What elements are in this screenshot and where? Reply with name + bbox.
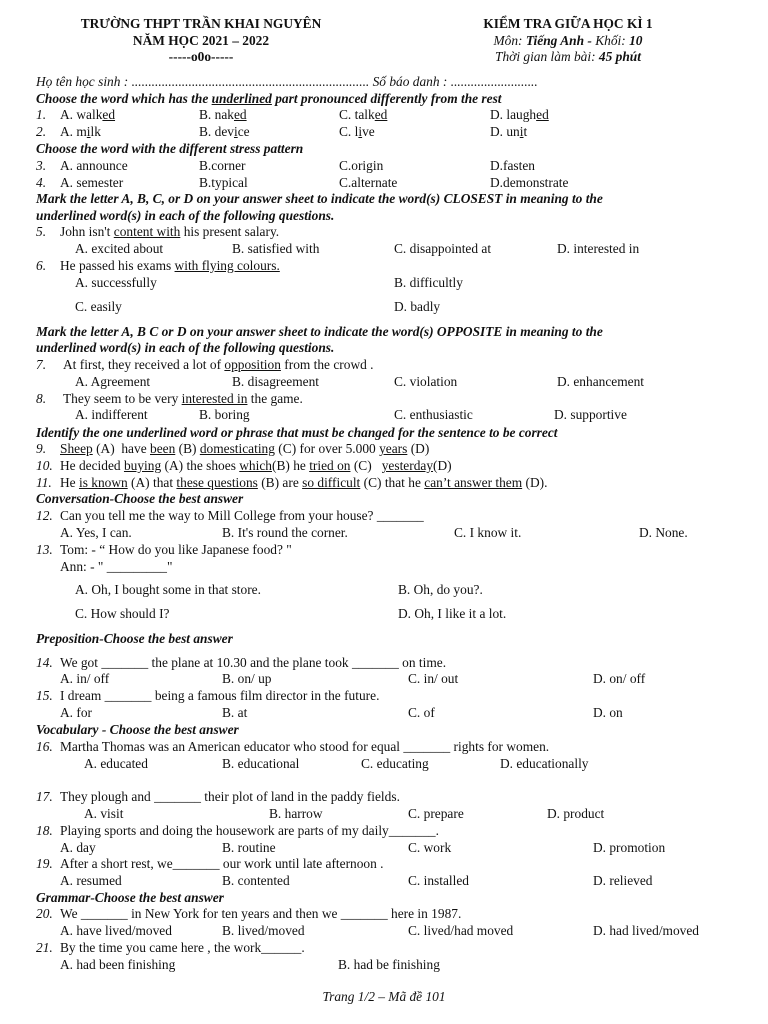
page-footer: Trang 1/2 – Mã đề 101 [322, 989, 446, 1004]
question-number: 2. [36, 124, 47, 139]
option-b: B. routine [222, 840, 276, 855]
question-text: Playing sports and doing the housework are parts of my daily_______. [60, 823, 439, 838]
option-d: D. unit [490, 124, 528, 139]
option-a: A. educated [84, 756, 148, 771]
option-d: D.demonstrate [490, 175, 569, 190]
question-number: 3. [36, 158, 47, 173]
option-c: C. of [408, 705, 435, 720]
option-d: D. Oh, I like it a lot. [398, 606, 507, 621]
school-name: TRƯỜNG THPT TRẦN KHAI NGUYÊN [80, 16, 322, 31]
section-grammar: Grammar-Choose the best answer [36, 890, 224, 905]
option-c: C. How should I? [75, 606, 170, 621]
question-text: He is known (A) that these questions (B) are so difficult (C) that he can’t answer them (D). [60, 475, 548, 490]
option-c: C. in/ out [408, 671, 459, 686]
grade-value: 10 [629, 32, 643, 48]
option-b: B. at [222, 705, 248, 720]
option-d: D. educationally [500, 756, 589, 771]
option-b: B. It's round the corner. [222, 525, 348, 540]
option-c: C. live [339, 124, 375, 139]
question-number: 21. [36, 940, 53, 955]
option-d: D. on/ off [593, 671, 646, 686]
question-number: 1. [36, 107, 47, 122]
question-text: At first, they received a lot of opposition from the crowd . [63, 357, 374, 372]
question-number: 20. [36, 906, 53, 921]
option-a: A. announce [60, 158, 128, 173]
option-d: D. laughed [490, 107, 549, 122]
grade-label: Khối: [595, 32, 626, 48]
question-number: 10. [36, 458, 53, 473]
option-d: D. interested in [557, 241, 640, 256]
option-b: B.typical [199, 175, 248, 190]
section-conversation: Conversation-Choose the best answer [36, 491, 244, 506]
question-text: He passed his exams with flying colours. [60, 258, 280, 273]
option-a: A. day [60, 840, 96, 855]
question-number: 15. [36, 688, 53, 703]
option-c: C. work [408, 840, 452, 855]
question-text: They plough and _______ their plot of land in the paddy fields. [60, 789, 400, 804]
exam-title: KIỂM TRA GIỮA HỌC KÌ 1 [483, 16, 653, 31]
option-b: B. satisfied with [232, 241, 320, 256]
option-c: C.origin [339, 158, 384, 173]
option-a: A. visit [84, 806, 124, 821]
option-d: D. promotion [593, 840, 666, 855]
question-number: 5. [36, 224, 47, 239]
option-b: B. naked [199, 107, 247, 122]
option-b: B. had be finishing [338, 957, 440, 972]
question-number: 11. [36, 475, 52, 490]
section-closest-line2: underlined word(s) in each of the following questions. [36, 208, 335, 223]
question-text: Martha Thomas was an American educator who stood for equal _______ rights for women. [60, 739, 550, 754]
option-c: C. educating [361, 756, 429, 771]
section-stress: Choose the word with the different stress pattern [36, 141, 304, 156]
question-number: 8. [36, 391, 47, 406]
subject-line: Môn: Tiếng Anh - Khối: 10 [493, 32, 643, 48]
option-b: B. Oh, do you?. [398, 582, 483, 597]
option-a: A. walked [60, 107, 116, 122]
header-divider: -----o0o----- [168, 49, 234, 65]
option-d: D. on [593, 705, 623, 720]
option-c: C. enthusiastic [394, 407, 473, 422]
option-b: B. lived/moved [222, 923, 305, 938]
question-number: 14. [36, 655, 53, 670]
question-number: 13. [36, 542, 53, 557]
question-text: Sheep (A) have been (B) domesticating (C) for over 5.000 years (D) [60, 441, 430, 456]
option-a: A. had been finishing [60, 957, 176, 972]
header-left [36, 16, 366, 66]
option-b: B. disagreement [232, 374, 320, 389]
option-b: B. educational [222, 756, 300, 771]
option-d: D. None. [639, 525, 688, 540]
question-text: By the time you came here , the work______. [60, 940, 305, 955]
question-text: Tom: - “ How do you like Japanese food? " [60, 542, 292, 557]
option-c: C. disappointed at [394, 241, 492, 256]
question-text: Ann: - " _________" [60, 559, 173, 574]
option-a: A. Oh, I bought some in that store. [75, 582, 261, 597]
question-number: 12. [36, 508, 53, 523]
option-a: A. indifferent [75, 407, 148, 422]
question-number: 19. [36, 856, 53, 871]
option-d: D. enhancement [557, 374, 644, 389]
option-d: D. product [547, 806, 605, 821]
time-label: Thời gian làm bài: [495, 49, 596, 65]
subject-label: Môn: [493, 32, 523, 48]
time-value: 45 phút [598, 49, 641, 65]
section-preposition: Preposition-Choose the best answer [36, 631, 233, 646]
header-right [398, 16, 738, 66]
question-number: 9. [36, 441, 47, 456]
option-a: A. for [60, 705, 92, 720]
option-a: A. successfully [75, 275, 157, 290]
question-number: 4. [36, 175, 47, 190]
option-a: A. excited about [75, 241, 164, 256]
option-c: C. lived/had moved [408, 923, 514, 938]
option-d: D.fasten [490, 158, 535, 173]
option-c: C. I know it. [454, 525, 522, 540]
section-vocabulary: Vocabulary - Choose the best answer [36, 722, 239, 737]
option-b: B. difficultly [394, 275, 463, 290]
question-text: I dream _______ being a famous film director in the future. [60, 688, 380, 703]
option-b: B. device [199, 124, 250, 139]
option-c: C. easily [75, 299, 122, 314]
option-b: B. harrow [269, 806, 323, 821]
subject-value: Tiếng Anh [525, 32, 585, 48]
question-number: 7. [36, 357, 47, 372]
section-closest-line1: Mark the letter A, B, C, or D on your answer sheet to indicate the word(s) CLOSEST in meaning to the [36, 191, 603, 206]
section-opposite-line1: Mark the letter A, B C or D on your answer sheet to indicate the word(s) OPPOSITE in meaning to the [36, 324, 603, 339]
option-b: B. boring [199, 407, 250, 422]
option-b: B.corner [199, 158, 246, 173]
option-c: C.alternate [339, 175, 398, 190]
section-error-identification: Identify the one underlined word or phrase that must be changed for the sentence to be correct [36, 425, 558, 440]
question-text: He decided buying (A) the shoes which(B) he tried on (C) yesterday(D) [60, 458, 452, 473]
school-year: NĂM HỌC 2021 – 2022 [132, 32, 270, 48]
option-a: A. have lived/moved [60, 923, 172, 938]
option-d: D. had lived/moved [593, 923, 699, 938]
option-d: D. relieved [593, 873, 653, 888]
option-c: C. installed [408, 873, 469, 888]
option-a: A. resumed [60, 873, 122, 888]
question-text: John isn't content with his present salary. [60, 224, 280, 239]
question-text: Can you tell me the way to Mill College from your house? _______ [60, 508, 424, 523]
option-a: A. Yes, I can. [60, 525, 132, 540]
time-line [398, 49, 738, 66]
question-text: We _______ in New York for ten years and then we _______ here in 1987. [60, 906, 462, 921]
option-c: C. prepare [408, 806, 464, 821]
section-opposite-line2: underlined word(s) in each of the following questions. [36, 340, 335, 355]
question-text: We got _______ the plane at 10.30 and the plane took _______ on time. [60, 655, 447, 670]
option-d: D. supportive [554, 407, 627, 422]
option-a: A. milk [60, 124, 101, 139]
option-a: A. Agreement [75, 374, 151, 389]
question-number: 17. [36, 789, 53, 804]
option-d: D. badly [394, 299, 441, 314]
option-b: B. contented [222, 873, 290, 888]
option-c: C. violation [394, 374, 458, 389]
section-pronunciation: Choose the word which has the underlined part pronounced differently from the rest [36, 91, 502, 106]
question-number: 18. [36, 823, 53, 838]
question-number: 16. [36, 739, 53, 754]
question-text: After a short rest, we_______ our work until late afternoon . [60, 856, 384, 871]
question-number: 6. [36, 258, 47, 273]
question-text: They seem to be very interested in the game. [63, 391, 303, 406]
option-b: B. on/ up [222, 671, 272, 686]
option-a: A. in/ off [60, 671, 110, 686]
option-c: C. talked [339, 107, 388, 122]
option-a: A. semester [60, 175, 124, 190]
student-info-line: Họ tên học sinh : ....................................................................... Số báo danh : .......................... [36, 74, 538, 89]
